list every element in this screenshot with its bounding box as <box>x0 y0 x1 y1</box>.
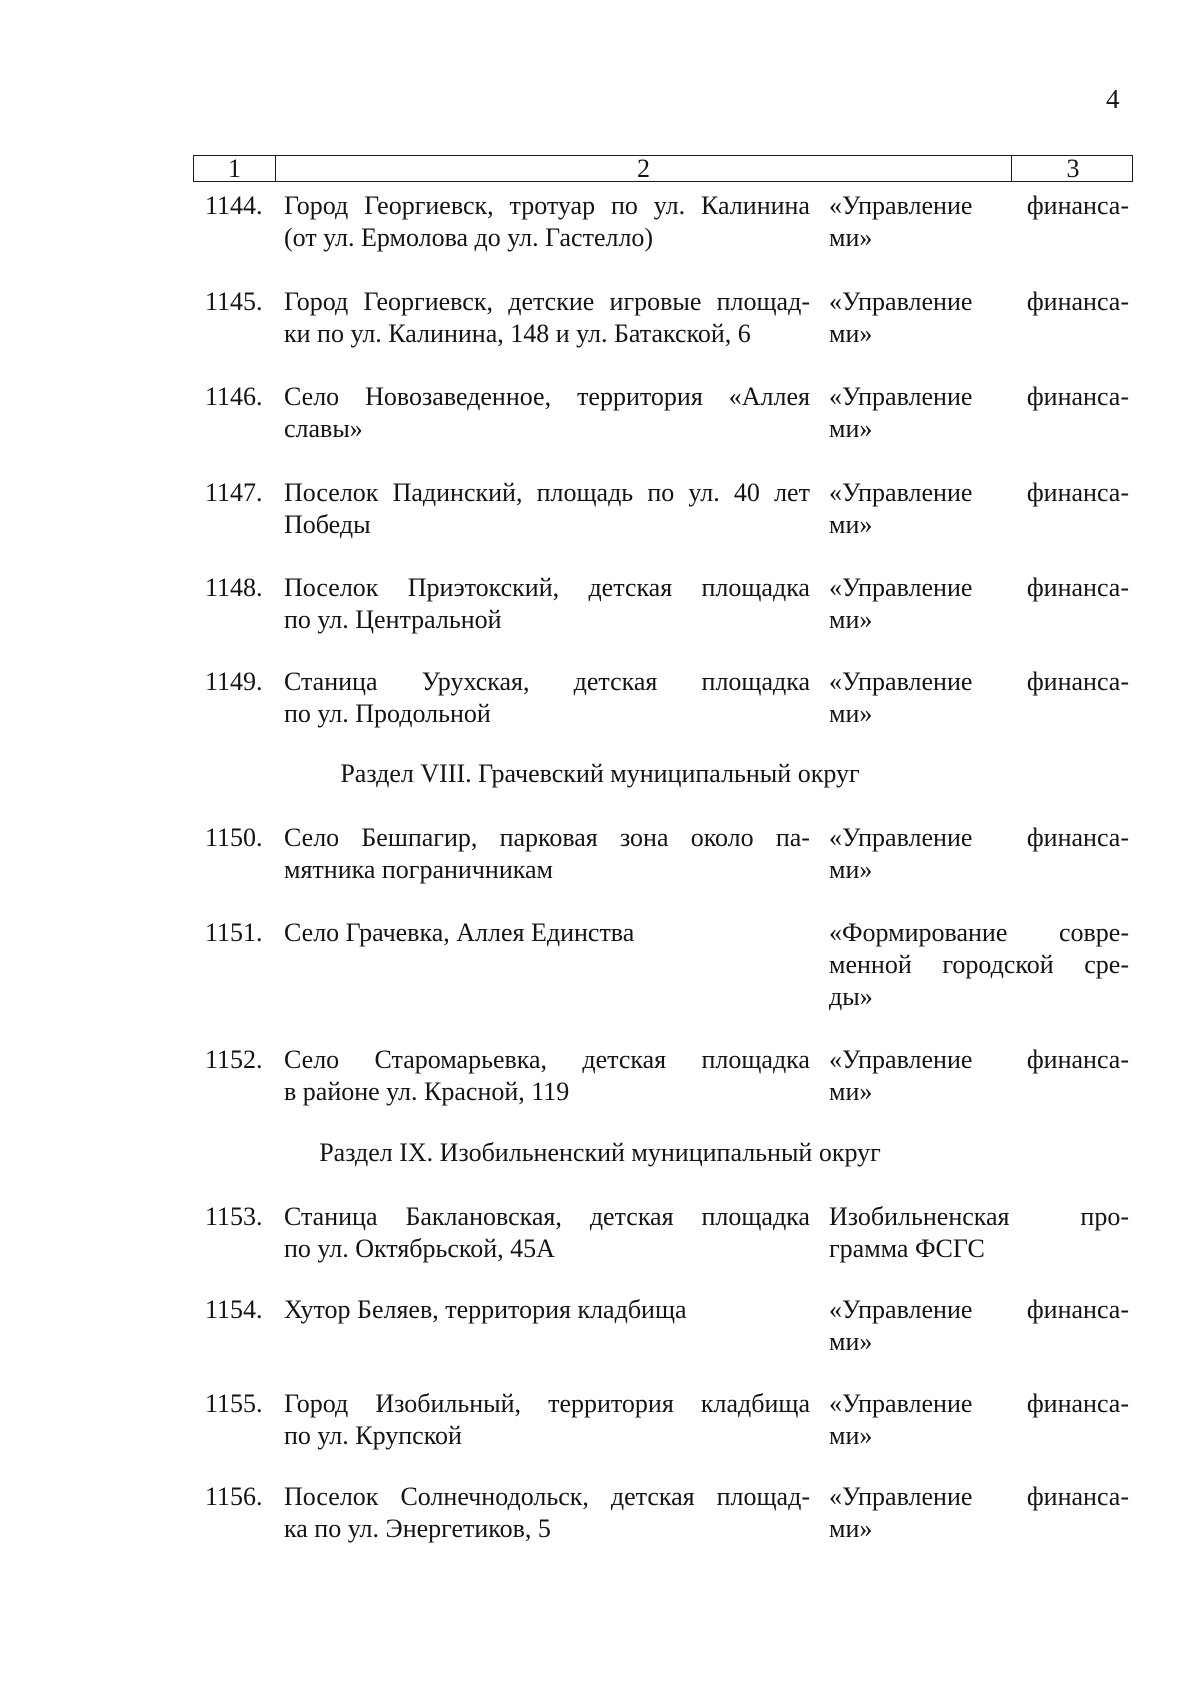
program-line: «Управление финанса- <box>829 478 1129 507</box>
page-number: 4 <box>1106 84 1120 114</box>
row-program <box>829 822 1129 886</box>
program-line: «Управление финанса- <box>829 573 1129 602</box>
row-location <box>284 1481 810 1545</box>
row-number: 1152. <box>205 1045 263 1074</box>
program-line: ми» <box>829 1327 873 1356</box>
section-heading: Раздел VIII. Грачевский муниципальный округ <box>340 759 860 788</box>
row-program <box>829 1201 1129 1265</box>
program-line: «Формирование совре- <box>829 918 1129 947</box>
row-location <box>284 1044 810 1108</box>
row-program <box>829 1481 1129 1545</box>
row-program <box>829 1388 1129 1452</box>
location-line: Село Новозаведенное, территория «Аллея <box>284 382 810 411</box>
row-location <box>284 477 810 541</box>
row-location <box>284 381 810 445</box>
program-line: «Управление финанса- <box>829 667 1129 696</box>
program-line: ми» <box>829 1077 873 1106</box>
location-line: мятника пограничникам <box>284 855 553 884</box>
location-line: Станица Урухская, детская площадка <box>284 667 810 696</box>
program-line: ми» <box>829 223 873 252</box>
program-line: «Управление финанса- <box>829 1482 1129 1511</box>
row-location <box>284 822 810 886</box>
location-line: Поселок Солнечнодольск, детская площад- <box>284 1482 810 1511</box>
program-line: «Управление финанса- <box>829 823 1129 852</box>
row-program <box>829 1044 1129 1108</box>
location-line: Поселок Падинский, площадь по ул. 40 лет <box>284 478 810 507</box>
row-program <box>829 286 1129 350</box>
location-line: Село Бешпагир, парковая зона около па- <box>284 823 810 852</box>
row-number: 1146. <box>205 382 263 411</box>
program-line: «Управление финанса- <box>829 1045 1129 1074</box>
row-number: 1150. <box>205 823 263 852</box>
row-number: 1156. <box>205 1482 263 1511</box>
row-program <box>829 1294 1129 1358</box>
program-line: ды» <box>829 982 873 1011</box>
header-col-3: 3 <box>1066 154 1080 183</box>
section-heading: Раздел IX. Изобильненский муниципальный округ <box>319 1138 881 1167</box>
program-line: грамма ФСГС <box>829 1234 985 1263</box>
program-line: ми» <box>829 510 873 539</box>
row-location <box>284 1294 810 1326</box>
header-col-1: 1 <box>194 156 276 181</box>
program-line: ми» <box>829 1421 873 1450</box>
program-line: «Управление финанса- <box>829 287 1129 316</box>
row-number: 1145. <box>205 287 263 316</box>
location-line: в районе ул. Красной, 119 <box>284 1077 570 1106</box>
location-line: по ул. Крупской <box>284 1421 462 1450</box>
program-line: ми» <box>829 855 873 884</box>
location-line: по ул. Октябрьской, 45А <box>284 1234 555 1263</box>
program-line: ми» <box>829 414 873 443</box>
row-location <box>284 286 810 350</box>
row-location <box>284 1388 810 1452</box>
row-location <box>284 572 810 636</box>
program-line: ми» <box>829 1514 873 1543</box>
row-program <box>829 190 1129 254</box>
program-line: «Управление финанса- <box>829 1295 1129 1324</box>
row-location <box>284 666 810 730</box>
location-line: Город Георгиевск, тротуар по ул. Калинина <box>284 191 810 220</box>
location-line: славы» <box>284 414 363 443</box>
location-line: (от ул. Ермолова до ул. Гастелло) <box>284 223 654 252</box>
row-program <box>829 917 1129 1013</box>
table-header-row <box>193 155 1133 182</box>
row-location <box>284 917 810 949</box>
row-number: 1153. <box>205 1202 263 1231</box>
program-line: менной городской сре- <box>829 950 1129 979</box>
program-line: Изобильненская про- <box>829 1202 1129 1231</box>
program-line: ми» <box>829 605 873 634</box>
header-col-2: 2 <box>276 156 1012 181</box>
row-program <box>829 477 1129 541</box>
row-number: 1147. <box>205 478 263 507</box>
location-line: ки по ул. Калинина, 148 и ул. Батакской, 6 <box>284 319 751 348</box>
location-line: Станица Баклановская, детская площадка <box>284 1202 810 1231</box>
row-number: 1154. <box>205 1295 263 1324</box>
row-number: 1148. <box>205 573 263 602</box>
location-line: Поселок Приэтокский, детская площадка <box>284 573 810 602</box>
location-line: по ул. Продольной <box>284 699 491 728</box>
row-location <box>284 1201 810 1265</box>
row-program <box>829 572 1129 636</box>
location-line: Победы <box>284 510 371 539</box>
program-line: «Управление финанса- <box>829 382 1129 411</box>
program-line: «Управление финанса- <box>829 191 1129 220</box>
row-location <box>284 190 810 254</box>
program-line: ми» <box>829 319 873 348</box>
program-line: «Управление финанса- <box>829 1389 1129 1418</box>
row-number: 1144. <box>205 191 263 220</box>
location-line: Город Изобильный, территория кладбища <box>284 1389 810 1418</box>
row-number: 1151. <box>205 918 263 947</box>
row-number: 1155. <box>205 1389 263 1418</box>
program-line: ми» <box>829 699 873 728</box>
location-line: Село Старомарьевка, детская площадка <box>284 1045 810 1074</box>
location-line: по ул. Центральной <box>284 605 502 634</box>
row-program <box>829 381 1129 445</box>
location-line: Село Грачевка, Аллея Единства <box>284 918 635 947</box>
location-line: ка по ул. Энергетиков, 5 <box>284 1514 551 1543</box>
row-program <box>829 666 1129 730</box>
row-number: 1149. <box>205 667 263 696</box>
location-line: Город Георгиевск, детские игровые площад- <box>284 287 810 316</box>
location-line: Хутор Беляев, территория кладбища <box>284 1295 687 1324</box>
